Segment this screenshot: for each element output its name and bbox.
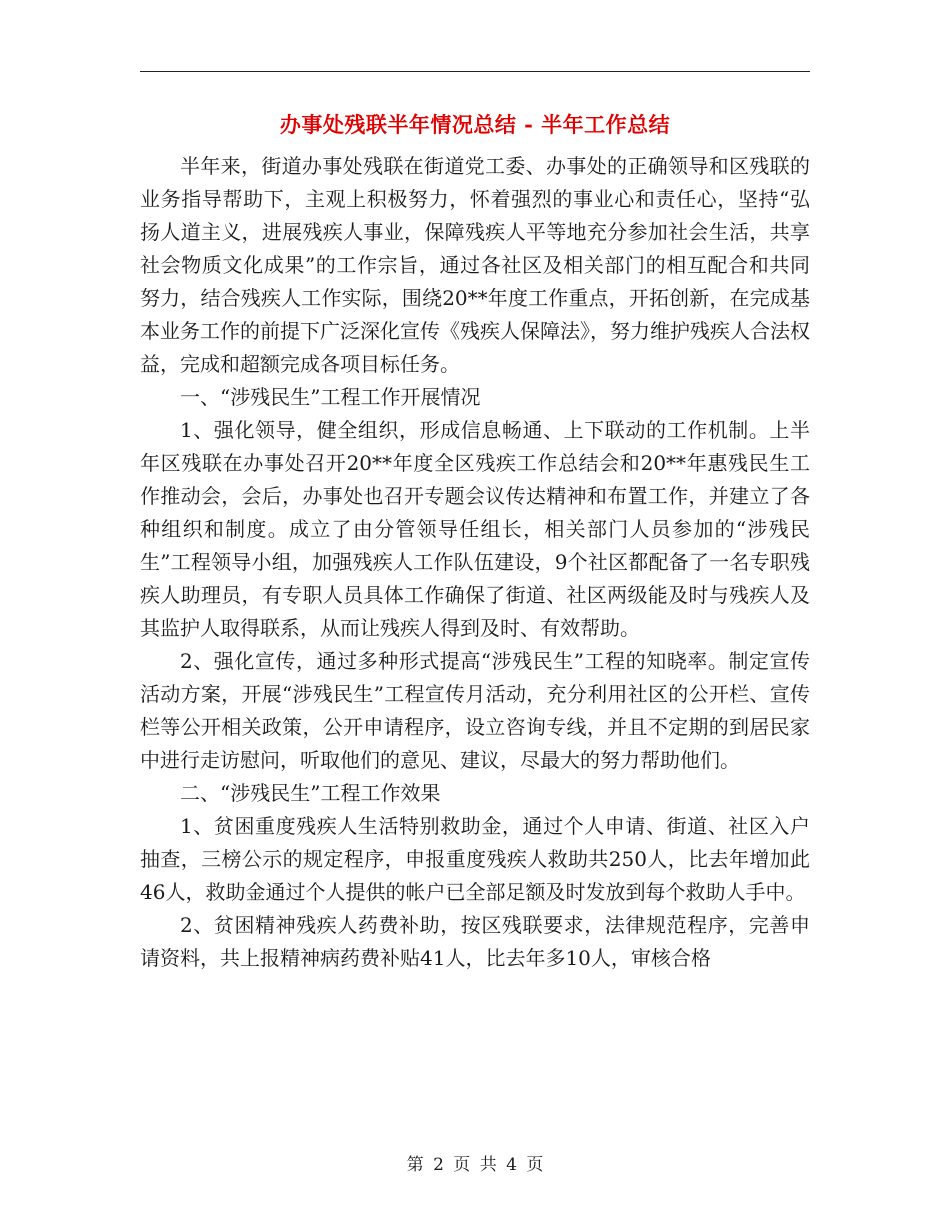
paragraph-2-2: 2、贫困精神残疾人药费补助，按区残联要求，法律规范程序，完善申请资料，共上报精神病药费补贴41人，比去年多10人，审核合格 (140, 913, 810, 970)
page-footer: 第 2 页 共 4 页 (406, 1155, 544, 1175)
paragraph-1-1: 1、强化领导，健全组织，形成信息畅通、上下联动的工作机制。上半年区残联在办事处召开20**年度全区残疾工作总结会和20**年惠残民生工作推动会，会后，办事处也召开专题会议传达精神和布置工作，并建立了各种组织和制度。成立了由分管领导任组长，相关部门人员参加的“涉残民生”工程领导小组，加强残疾人工作队伍建设，9个社区都配备了一名专职残疾人助理员，有专职人员具体工作确保了街道、社区两级能及时与残疾人及其监护人取得联系，从而让残疾人得到及时、有效帮助。 (140, 418, 810, 640)
paragraph-intro: 半年来，街道办事处残联在街道党工委、办事处的正确领导和区残联的业务指导帮助下，主观上积极努力，怀着强烈的事业心和责任心，坚持“弘扬人道主义，进展残疾人事业，保障残疾人平等地充分参加社会生活，共享社会物质文化成果”的工作宗旨，通过各社区及相关部门的相互配合和共同努力，结合残疾人工作实际，围绕20**年度工作重点，开拓创新，在完成基本业务工作的前提下广泛深化宣传《残疾人保障法》，努力维护残疾人合法权益，完成和超额完成各项目标任务。 (140, 154, 810, 376)
paragraph-2-1: 1、贫困重度残疾人生活特别救助金，通过个人申请、街道、社区入户抽查，三榜公示的规定程序，申报重度残疾人救助共250人，比去年增加此46人，救助金通过个人提供的帐户已全部足额及时发放到每个救助人手中。 (140, 814, 810, 904)
header-rule (140, 71, 810, 72)
section-heading-2: 二、“涉残民生”工程工作效果 (180, 781, 441, 805)
document-body (140, 150, 810, 975)
paragraph-1-2: 2、强化宣传，通过多种形式提高“涉残民生”工程的知晓率。制定宣传活动方案，开展“涉残民生”工程宣传月活动，充分利用社区的公开栏、宣传栏等公开相关政策，公开申请程序，设立咨询专线，并且不定期的到居民家中进行走访慰问，听取他们的意见、建议，尽最大的努力帮助他们。 (140, 649, 810, 772)
document-title: 办事处残联半年情况总结 - 半年工作总结 (279, 112, 671, 137)
section-heading-1: 一、“涉残民生”工程工作开展情况 (180, 385, 481, 409)
